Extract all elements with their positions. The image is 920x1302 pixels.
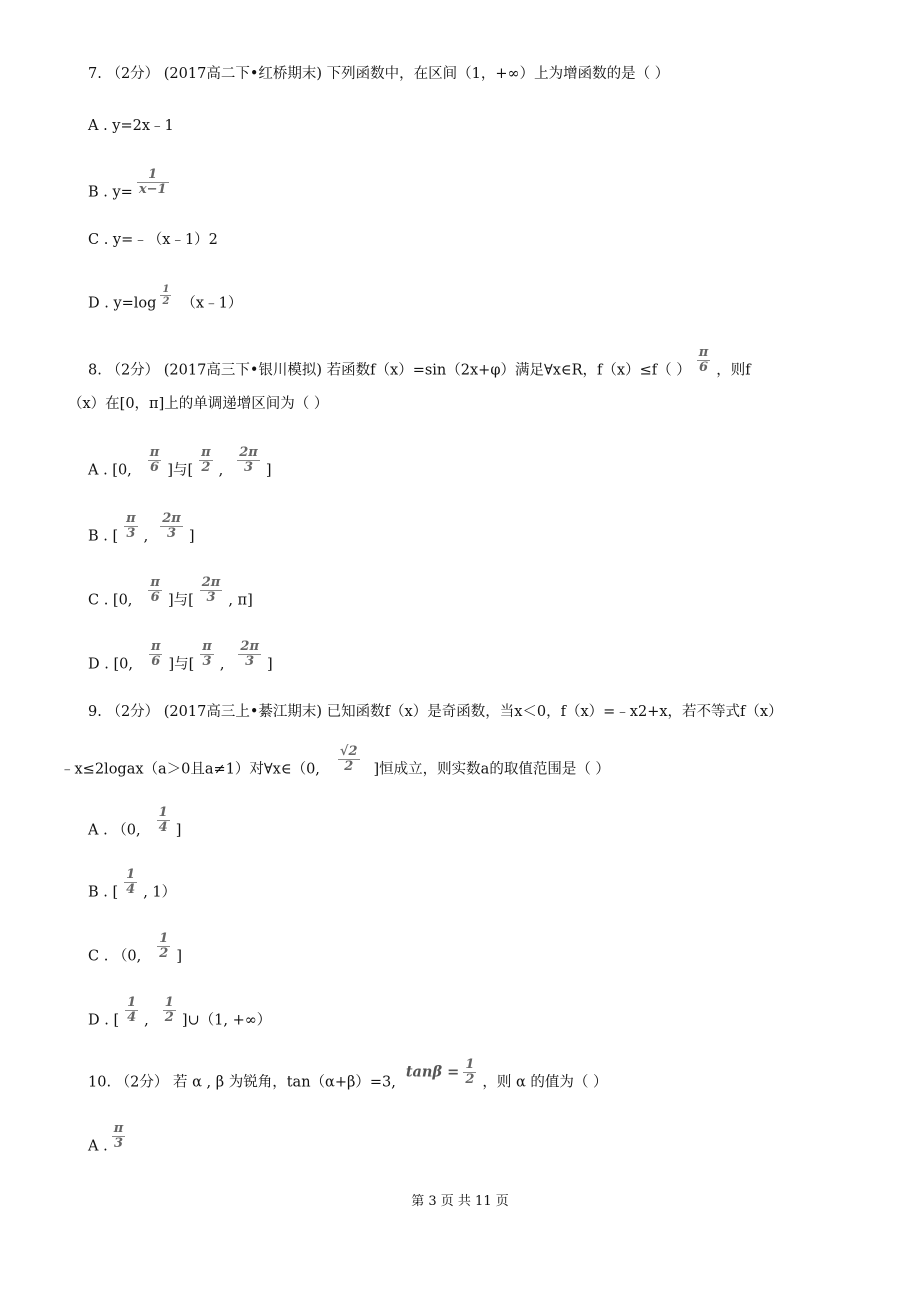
q8-option-a: A . [0, $\frac{\pi}{6}$ ]与[ $\frac{\pi}{2}$ , $\frac{2\pi}{3}$ ] [88,445,272,479]
q10-tan-beta: tanβ = $\frac{1}{2}$ [405,1057,475,1087]
q9-option-a: A . （0, $\frac{1}{4}$ ] [88,805,182,839]
q8-stem-tail: ，则f [716,362,751,379]
q8-stem-line2: （x）在[0，π]上的单调递增区间为（ ） [68,396,329,412]
q8-option-b: B . [ $\frac{\pi}{3}$ , $\frac{2\pi}{3}$ ] [88,511,195,545]
q10-stem: 10. （2分） 若 α , β 为锐角，tan（α+β）=3,tanβ = $\frac{1}{2}$ ，则 α 的值为（ ） [88,1057,608,1091]
q9-option-b: B . [ $\frac{1}{4}$ , 1） [88,867,177,901]
q9-option-d: D . [ $\frac{1}{4}$ , $\frac{1}{2}$ ]∪（1, +∞） [88,995,272,1029]
q8-stem-text: 8. （2分） (2017高三下•银川模拟) 若函数f（x）=sin（2x+φ）满足∀x∈R，f（x）≤f（ ） [88,362,691,379]
q8-stem [88,345,751,385]
q7-option-d-label: D . y=log [88,295,157,312]
q8-option-c: C . [0, $\frac{\pi}{6}$ ]与[ $\frac{2\pi}{3}$ , π] [88,575,253,609]
q7-option-b [88,167,175,207]
q8-option-d: D . [0, $\frac{\pi}{6}$ ]与[ $\frac{\pi}{3}$ , $\frac{2\pi}{3}$ ] [88,639,273,673]
q9-stem: 9. （2分） (2017高三上•綦江期末) 已知函数f（x）是奇函数，当x＜0，f（x）=﹣x2+x，若不等式f（x） [88,704,783,720]
q9-option-c: C . （0, $\frac{1}{2}$ ] [88,931,182,965]
q7-option-b-label: B . y= [88,184,133,201]
q7-option-d-base: $\frac{1}{2}$ [162,284,170,307]
q7-option-c: C . y=﹣（x﹣1）2 [88,232,218,248]
q9-stem-line2: ﹣x≤2logax（a＞0且a≠1）对∀x∈（0, $\frac{√2}{2}$ ]恒成立，则实数a的取值范围是（ ） [60,744,610,778]
q7-option-b-fraction: $\frac{1}{x-1}$ [138,167,167,197]
page-footer: 第 3 页 共 11 页 [411,1194,509,1209]
q7-option-d [88,284,243,315]
q7-stem: 7. （2分） (2017高二下•红桥期末) 下列函数中，在区间（1，+∞）上为增函数的是（ ） [88,66,670,82]
q7-option-d-arg: （x﹣1） [181,295,243,312]
q10-option-a: A . $\frac{\pi}{3}$ [88,1121,124,1155]
q8-stem-fraction: $\frac{\pi}{6}$ [698,345,709,375]
q7-option-a: A . y=2x﹣1 [88,118,174,134]
